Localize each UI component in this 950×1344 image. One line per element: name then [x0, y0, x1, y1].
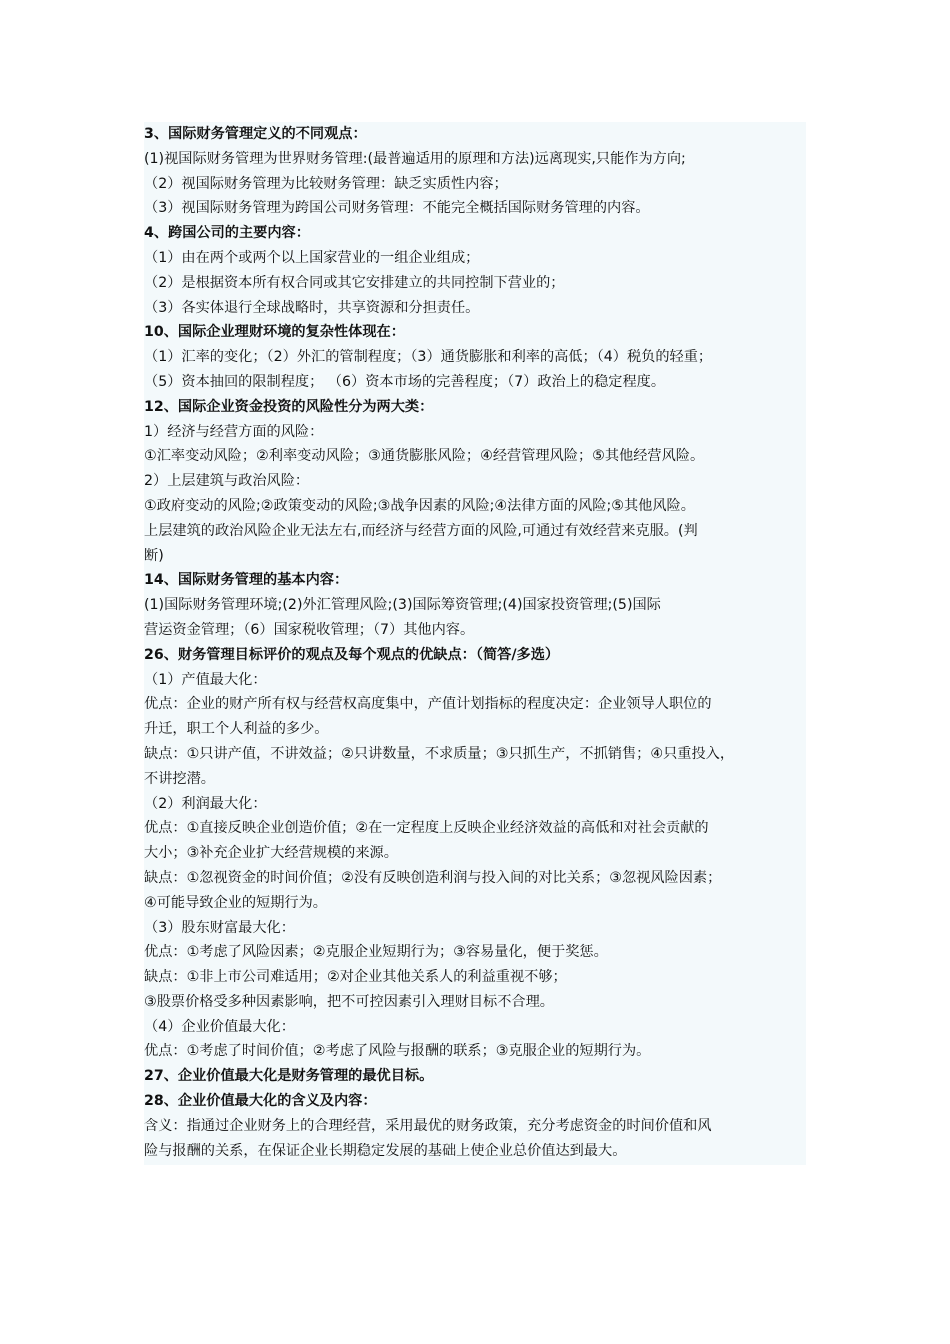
text-line: 大小；③补充企业扩大经营规模的来源。	[144, 845, 398, 862]
text-line: ①政府变动的风险;②政策变动的风险;③战争因素的风险;④法律方面的风险;⑤其他风险。	[144, 497, 695, 514]
text-line: （5）资本抽回的限制程度； （6）资本市场的完善程度；（7）政治上的稳定程度。	[144, 373, 666, 390]
text-line: （1）产值最大化：	[144, 671, 267, 688]
text-line: （2）是根据资本所有权合同或其它安排建立的共同控制下营业的；	[144, 274, 565, 291]
text-line: 缺点：①非上市公司难适用；②对企业其他关系人的利益重视不够；	[144, 969, 567, 986]
text-line: ③股票价格受多种因素影响，把不可控因素引入理财目标不合理。	[144, 993, 554, 1010]
text-line: 不讲挖潜。	[144, 770, 215, 787]
text-line: （1）汇率的变化；（2）外汇的管制程度；（3）通货膨胀和利率的高低；（4）税负的轻重；	[144, 349, 713, 366]
text-line: （3）视国际财务管理为跨国公司财务管理：不能完全概括国际财务管理的内容。	[144, 200, 650, 217]
text-line: (1)国际财务管理环境;(2)外汇管理风险;(3)国际筹资管理;(4)国家投资管理;(5)国际	[144, 597, 661, 614]
text-line: 优点：①考虑了风险因素；②克服企业短期行为；③容易量化，便于奖惩。	[144, 944, 608, 961]
text-line: （1）由在两个或两个以上国家营业的一组企业组成；	[144, 249, 480, 266]
text-line: 含义：指通过企业财务上的合理经营，采用最优的财务政策，充分考虑资金的时间价值和风	[144, 1117, 712, 1134]
section-heading: 10、国际企业理财环境的复杂性体现在：	[144, 324, 405, 341]
text-line: （3）各实体退行全球战略时，共享资源和分担责任。	[144, 299, 480, 316]
text-line: 优点：①考虑了时间价值；②考虑了风险与报酬的联系；③克服企业的短期行为。	[144, 1043, 651, 1060]
text-line: ①汇率变动风险；②利率变动风险；③通货膨胀风险；④经营管理风险；⑤其他经营风险。	[144, 448, 705, 465]
document-body	[144, 122, 806, 1165]
text-line: 优点：企业的财产所有权与经营权高度集中，产值计划指标的程度决定：企业领导人职位的	[144, 696, 712, 713]
text-line: 优点：①直接反映企业创造价值；②在一定程度上反映企业经济效益的高低和对社会贡献的	[144, 820, 709, 837]
text-line: 上层建筑的政治风险企业无法左右,而经济与经营方面的风险,可通过有效经营来克服。(判	[144, 522, 698, 539]
text-line: 断)	[144, 547, 164, 564]
section-heading: 26、财务管理目标评价的观点及每个观点的优缺点：（简答/多选）	[144, 646, 560, 663]
text-line: ④可能导致企业的短期行为。	[144, 894, 327, 911]
text-line: 缺点：①只讲产值，不讲效益；②只讲数量，不求质量；③只抓生产，不抓销售；④只重投入，	[144, 745, 735, 762]
text-line: 升迁，职工个人利益的多少。	[144, 721, 329, 738]
section-heading: 4、跨国公司的主要内容：	[144, 225, 310, 242]
text-line: 营运资金管理；（6）国家税收管理；（7）其他内容。	[144, 621, 475, 638]
text-line: （4）企业价值最大化：	[144, 1018, 295, 1035]
text-line: (1)视国际财务管理为世界财务管理:(最普遍适用的原理和方法)远离现实,只能作为方向;	[144, 150, 686, 167]
text-line: （3）股东财富最大化：	[144, 919, 295, 936]
text-line: 2）上层建筑与政治风险：	[144, 473, 310, 490]
text-line: 1）经济与经营方面的风险：	[144, 423, 324, 440]
text-line: 缺点：①忽视资金的时间价值；②没有反映创造利润与投入间的对比关系；③忽视风险因素；	[144, 869, 722, 886]
text-line: （2）视国际财务管理为比较财务管理：缺乏实质性内容；	[144, 175, 508, 192]
text-line: 险与报酬的关系，在保证企业长期稳定发展的基础上使企业总价值达到最大。	[144, 1142, 627, 1159]
section-heading: 3、国际财务管理定义的不同观点：	[144, 126, 367, 142]
section-heading: 28、企业价值最大化的含义及内容：	[144, 1093, 377, 1110]
section-heading: 14、国际财务管理的基本内容：	[144, 572, 349, 589]
section-heading: 27、企业价值最大化是财务管理的最优目标。	[144, 1068, 434, 1085]
section-heading: 12、国际企业资金投资的风险性分为两大类：	[144, 398, 434, 415]
text-line: （2）利润最大化：	[144, 795, 267, 812]
